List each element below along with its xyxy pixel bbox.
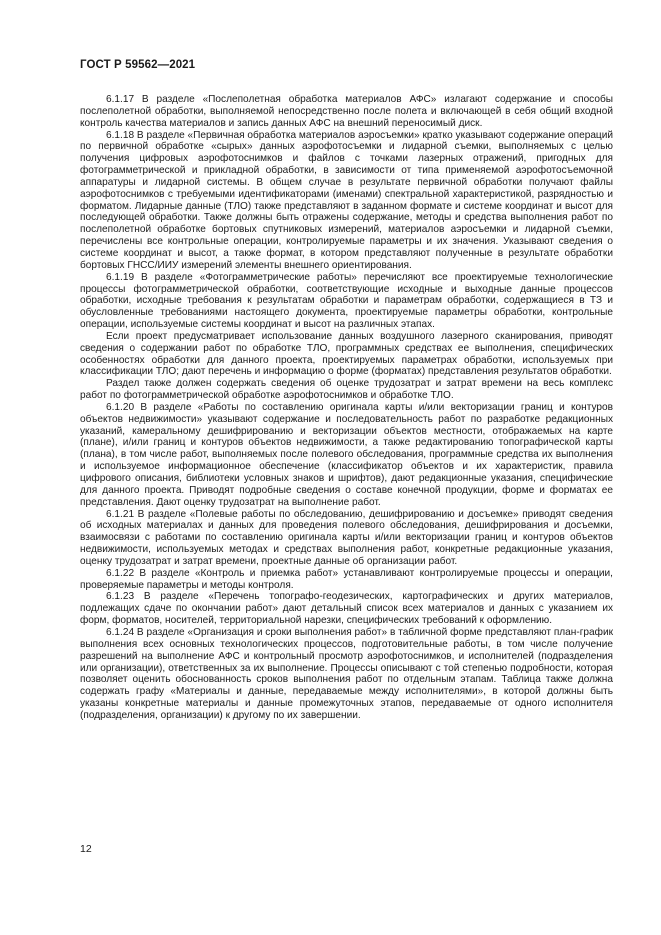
paragraph-6-1-24: 6.1.24 В разделе «Организация и сроки выполнения работ» в табличной форме представляют план-график выполнения всех основных технологических процессов, подготовительные работы, в том числе получение разрешений на выполнение АФС и контрольный просмотр аэрофотоснимков, и исполнителей (подразделения или организации), ответственных за их выполнение. Процессы описывают с той степенью подробности, которая позволяет оценить обоснованность сроков выполнения работ по отдельным этапам. Таблица также должна содержать графу «Материалы и данные, передаваемые между исполнителями», в которой должны быть указаны конкретные материалы и данные промежуточных этапов, передаваемые от одного исполнителя (подразделения, организации) к другому по их завершении. <box>80 626 613 721</box>
paragraph-6-1-19: 6.1.19 В разделе «Фотограмметрические работы» перечисляют все проектируемые технологические процессы фотограмметрической обработки, соответствующие исходные и выходные данные процессов обработки, исходные требования к результатам обработки и параметрам обработки, содержащиеся в ТЗ и обусловленные требованиями настоящего документа, проектируемые параметры обработки, контрольные операции, используемые системы координат и высот на различных этапах. <box>80 271 613 331</box>
paragraph-6-1-17: 6.1.17 В разделе «Послеполетная обработка материалов АФС» излагают содержание и способы послеполетной обработки, выполняемой непосредственно после полета и включающей в себя общий входной контроль качества материалов и запись данных АФС на внешний переносимый диск. <box>80 94 613 129</box>
paragraph-6-1-20: 6.1.20 В разделе «Работы по составлению оригинала карты и/или векторизации границ и контуров объектов недвижимости» указывают содержание и последовательность работ по разработке редакционных указаний, камеральному дешифрированию и векторизации объектов местности, отображаемых на карте (плане), и/или границ и контуров объектов недвижимости, а также редактированию топографической карты (плана), в том числе работ, выполняемых после полевого обследования, программные средства их выполнения и используемое информационное обеспечение (классификатор объектов и их характеристик, правила цифрового описания, библиотеки условных знаков и шрифтов), дают редакционные указания, специфические для данного проекта. Приводят подробные сведения о составе конечной продукции, форме и форматах ее представления. Дают оценку трудозатрат на выполнение работ. <box>80 401 613 508</box>
standard-header: ГОСТ Р 59562—2021 <box>80 59 196 71</box>
paragraph-6-1-18: 6.1.18 В разделе «Первичная обработка материалов аэросъемки» кратко указывают содержание операций по первичной обработке «сырых» данных аэрофотосъемки и лидарной съемки, выполняемых с целью получения цифровых аэрофотоснимков и файлов с точками лазерных отражений, пригодных для фотограмметрической и прикладной обработки, в зависимости от типа применяемой аэрофотосъемочной аппаратуры и лидарной системы. В общем случае в результате первичной обработки получают файлы аэрофотоснимков с требуемыми идентификаторами (именами) спектральной характеристикой, разрядностью и форматом. Лидарные данные (ТЛО) также представляют в заданном формате и системе координат и высот для последующей обработки. Также должны быть отражены содержание, методы и средства выполнения работ по послеполетной обработке бортовых спутниковых измерений, материалов аэросъемки и лидарной съемки, перечислены все контрольные операции, контролируемые параметры и их значения. Указывают сведения о системе координат и высот, а также формат, в котором представляют полученные в результате обработки бортовых ГНСС/ИИУ измерений элементы внешнего ориентирования. <box>80 129 613 271</box>
paragraph-labor-estimate: Раздел также должен содержать сведения об оценке трудозатрат и затрат времени на весь комплекс работ по фотограмметрической обработке аэрофотоснимков и обработке ТЛО. <box>80 378 613 402</box>
paragraph-6-1-21: 6.1.21 В разделе «Полевые работы по обследованию, дешифрированию и досъемке» приводят сведения об исходных материалах и данных для проведения полевого обследования, дешифрирования и досъемки, взаимосвязи с работами по составлению оригинала карты и/или векторизации границ и контуров объектов недвижимости, используемых методах и средствах выполнения работ, конкретные редакционные указания, оценку трудозатрат и затрат времени, проектные данные об организации работ. <box>80 508 613 567</box>
document-body <box>80 94 613 722</box>
page-number: 12 <box>80 843 92 855</box>
paragraph-laser-scanning: Если проект предусматривает использование данных воздушного лазерного сканирования, приводят сведения о содержании работ по обработке ТЛО, программных средствах ее выполнения, специфических особенностях обработки для данного проекта, проектируемых параметрах обработки, используемых при классификации ТЛО; дают перечень и информацию о форме (форматах) представления результатов обработки. <box>80 330 613 378</box>
paragraph-6-1-23: 6.1.23 В разделе «Перечень топографо-геодезических, картографических и других материалов, подлежащих сдаче по окончании работ» дают детальный список всех материалов и данных с указанием их форм, форматов, носителей, территориальной нарезки, специфических требований к оформлению. <box>80 591 613 627</box>
paragraph-6-1-22: 6.1.22 В разделе «Контроль и приемка работ» устанавливают контролируемые процессы и операции, проверяемые параметры и методы контроля. <box>80 567 613 591</box>
